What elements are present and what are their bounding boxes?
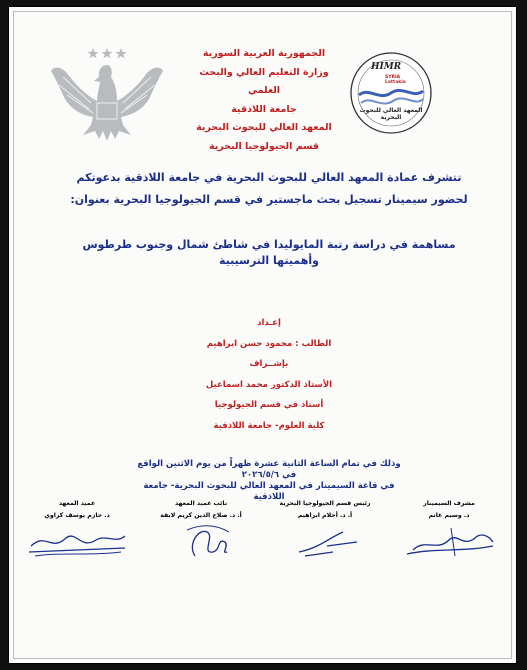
signature-mark	[269, 522, 381, 562]
signatory-role: نائب عميد المعهد	[174, 500, 228, 507]
supervisor-role: أستاذ في قسم الجيولوجيا	[214, 400, 324, 411]
schedule-line-1: وذلك في تمام الساعة الثانية عشرة ظهراً من يوم الاثنين الواقع في ٢٠٢٦/٥/٦	[137, 459, 401, 480]
schedule-block	[129, 459, 409, 503]
institute-logo	[349, 51, 433, 135]
signatory-role: عميد المعهد	[58, 500, 96, 507]
header-institute: المعهد العالي للبحوث البحرية	[196, 122, 332, 133]
signatory-dean	[21, 500, 133, 564]
signatory-role: مشرف السيمينار	[423, 500, 475, 507]
signature-mark	[21, 522, 133, 562]
signatory-department-head	[269, 500, 381, 564]
thesis-title-line-1: مساهمة في دراسة رتبة المايوليدا في شاطئ شمال وجنوب طرطوس	[82, 238, 456, 251]
schedule-line-2: في قاعة السيمينار في المعهد العالي للبحوث البحرية- جامعة اللاذقية	[143, 481, 395, 502]
student-name: الطالب : محمود حسن ابراهيم	[206, 338, 332, 349]
header-university: جامعة اللاذقية	[231, 103, 297, 115]
supervision-label: بإشــراف	[249, 359, 289, 370]
institution-header	[184, 45, 344, 156]
signatory-name: أ. د. صلاح الدين كريم لابقة	[160, 512, 242, 519]
certificate-page	[8, 6, 517, 664]
signatory-name: أ. د. أحلام ابراهيم	[297, 512, 353, 519]
signatory-role: رئيس قسم الجيولوجيا البحرية	[279, 500, 371, 507]
signatory-vice-dean	[145, 500, 257, 564]
logo-side-text: SYRIA Lattakia	[385, 75, 406, 85]
thesis-title-line-2: وأهميتها الترسيبية	[218, 254, 319, 267]
eagle-emblem-icon	[47, 45, 167, 145]
signature-mark	[393, 522, 505, 562]
signatory-name: د. حازم يوسف كراوي	[44, 512, 110, 519]
supervisor-name: الأستاذ الدكتور محمد اسماعيل	[205, 379, 333, 390]
header-department: قسم الجيولوجيا البحرية	[208, 140, 320, 152]
thesis-title	[59, 237, 479, 269]
header-country: الجمهورية العربية السورية	[202, 48, 326, 59]
invitation-text	[59, 167, 479, 211]
logo-bottom-text: المعهد العالي للبحوث البحرية	[359, 107, 423, 121]
logo-top-text: HIMR	[371, 62, 402, 72]
invitation-line-1: تتشرف عمادة المعهد العالي للبحوث البحرية في جامعة اللاذقية بدعوتكم	[76, 171, 462, 184]
signatory-seminar-supervisor	[393, 500, 505, 564]
preparation-block	[159, 313, 379, 437]
preparation-label: إعـداد	[257, 318, 281, 328]
signatory-name: د. وسيم غانم	[428, 512, 470, 519]
invitation-line-2: لحضور سيمينار تسجيل بحث ماجستير في قسم الجيولوجيا البحرية بعنوان:	[70, 193, 468, 206]
signature-mark	[145, 522, 257, 562]
header-ministry: وزارة التعليم العالي والبحث العلمي	[199, 66, 329, 96]
supervisor-affiliation: كلية العلوم- جامعة اللاذقية	[213, 420, 325, 431]
